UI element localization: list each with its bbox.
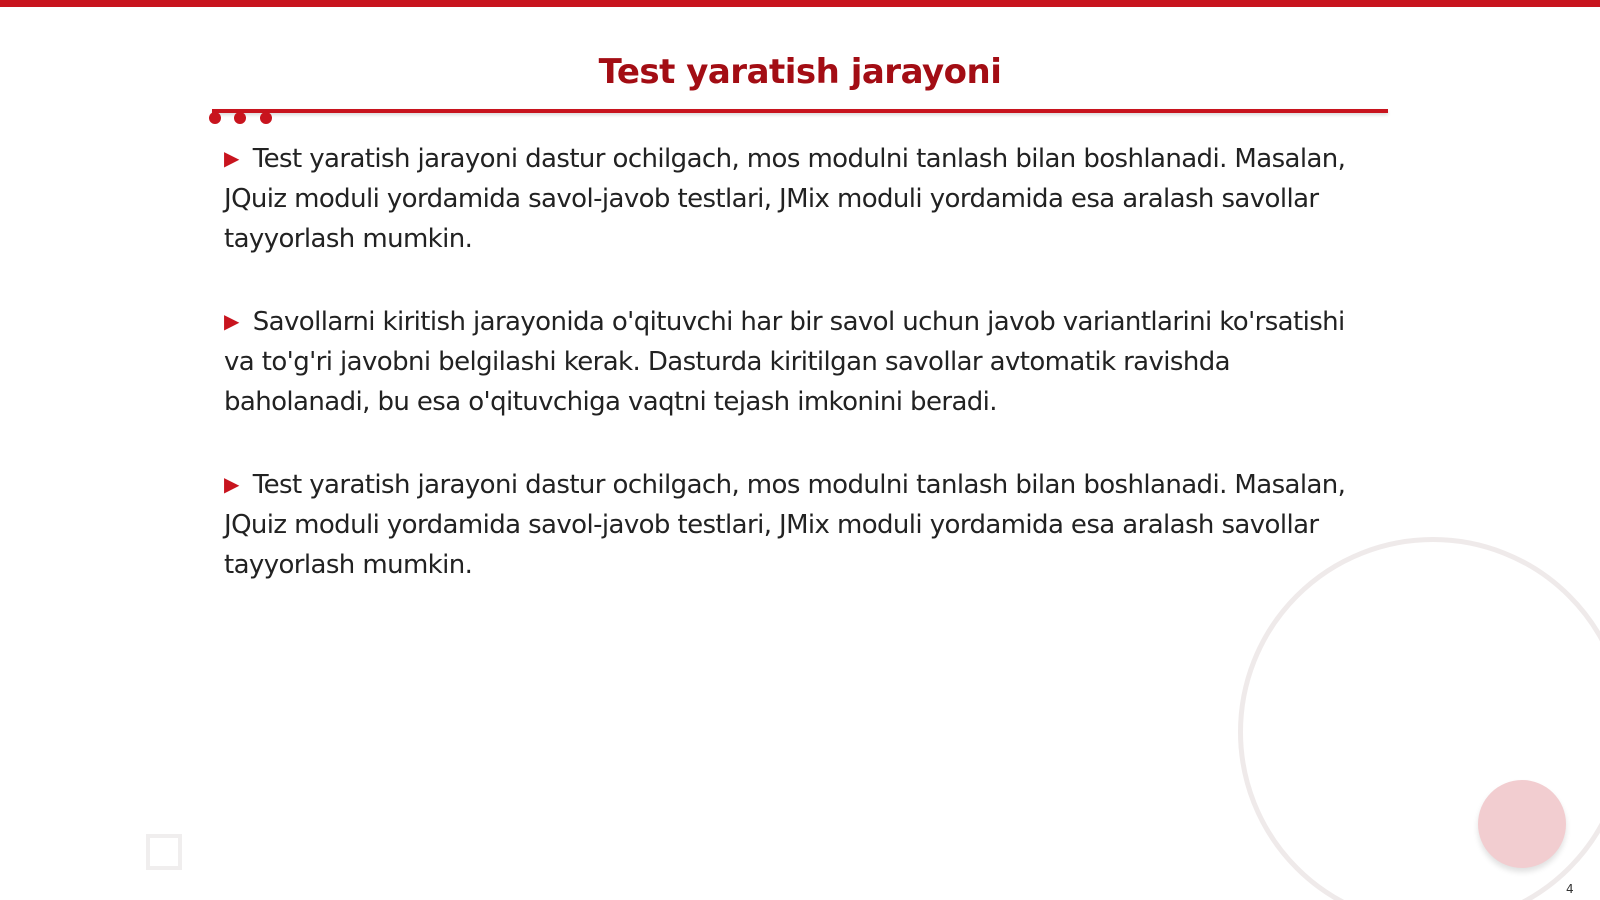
bullet-paragraph-1 xyxy=(224,138,1354,259)
bullet-text-3: Test yaratish jarayoni dastur ochilgach, mos modulni tanlash bilan boshlanadi. Masalan, JQuiz moduli yordamida savol-javob testlari, JMix moduli yordamida esa aralash savollar tayyorlash mumkin. xyxy=(224,470,1346,580)
slide-title: Test yaratish jarayoni xyxy=(598,52,1002,92)
decorative-dot-2 xyxy=(234,112,246,124)
triangle-bullet-icon: ▶ xyxy=(224,309,239,333)
bullet-text-1: Test yaratish jarayoni dastur ochilgach, mos modulni tanlash bilan boshlanadi. Masalan, JQuiz moduli yordamida savol-javob testlari, JMix moduli yordamida esa aralash savollar tayyorlash mumkin. xyxy=(224,144,1346,254)
bullet-text-2: Savollarni kiritish jarayonida o'qituvchi har bir savol uchun javob variantlarini ko'rsatishi va to'g'ri javobni belgilashi kerak. Dasturda kiritilgan savollar avtomatik ravishda baholanadi, bu esa o'qituvchiga vaqtni tejash imkonini beradi. xyxy=(224,307,1345,417)
title-underline xyxy=(212,109,1388,113)
triangle-bullet-icon: ▶ xyxy=(224,472,239,496)
bullet-paragraph-2 xyxy=(224,301,1354,422)
triangle-bullet-icon: ▶ xyxy=(224,146,239,170)
bullet-paragraph-3 xyxy=(224,464,1354,585)
decorative-dot-1 xyxy=(209,112,221,124)
decorative-dot-3 xyxy=(260,112,272,124)
decorative-square xyxy=(146,834,182,870)
bullet-list xyxy=(224,138,1354,627)
top-accent-bar xyxy=(0,0,1600,7)
page-number: 4 xyxy=(1566,882,1574,896)
decorative-pink-circle xyxy=(1478,780,1566,868)
